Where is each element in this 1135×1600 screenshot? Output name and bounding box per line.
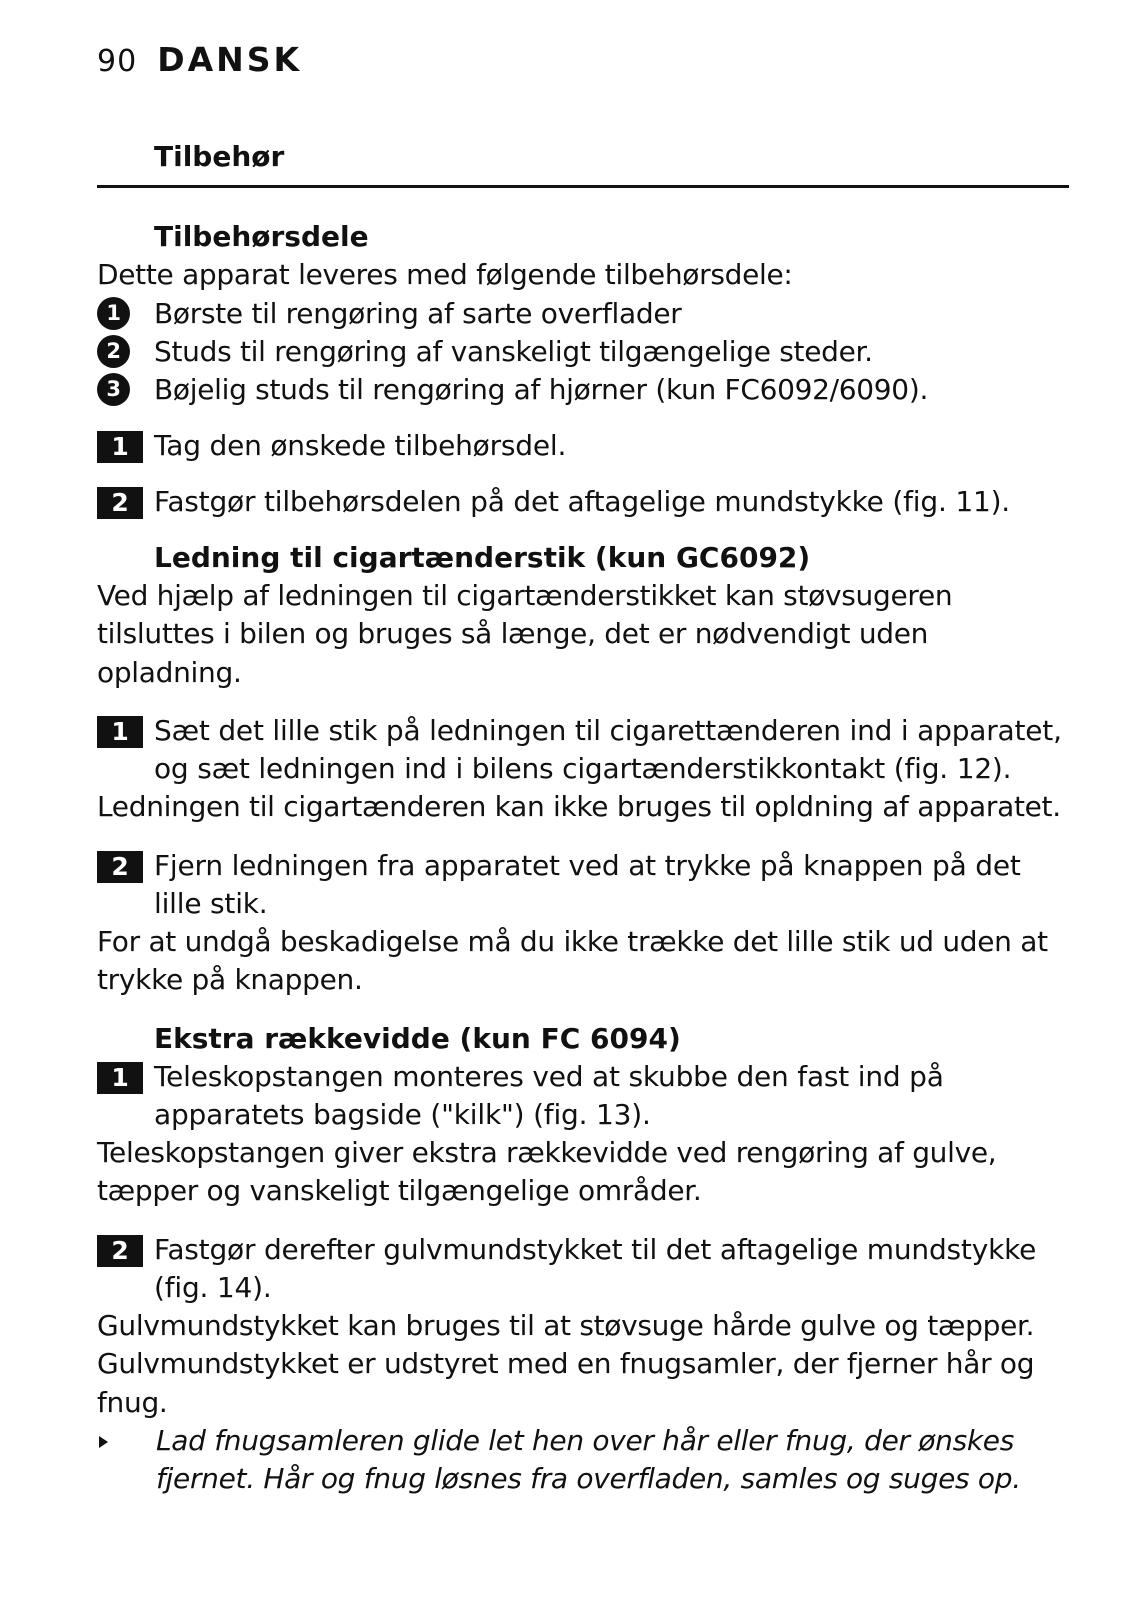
accessory-item <box>97 371 1069 409</box>
language-heading: DANSK <box>157 40 303 79</box>
circled-number-marker: 2 <box>97 335 130 368</box>
step <box>97 1231 1069 1307</box>
page-header <box>97 40 302 84</box>
accessory-item-text: Bøjelig studs til rengøring af hjørner (kun FC6092/6090). <box>154 372 929 406</box>
note-text: For at undgå beskadigelse må du ikke trække det lille stik ud uden at trykke på knappen. <box>97 924 1048 996</box>
step-number-badge: 1 <box>97 431 143 463</box>
step <box>97 483 1069 521</box>
step-number-badge: 1 <box>97 1062 143 1094</box>
accessory-item-text: Studs til rengøring af vanskeligt tilgængelige steder. <box>154 334 873 368</box>
step <box>97 427 1069 465</box>
tip-text: Lad fnugsamleren glide let hen over hår eller fnug, der ønskes fjernet. Hår og fnug løsnes fra overfladen, samles og suges op. <box>156 1424 1021 1495</box>
step-text: Fjern ledningen fra apparatet ved at trykke på knappen på det lille stik. <box>154 848 1021 920</box>
step-number-badge: 1 <box>97 716 143 748</box>
step-text: Teleskopstangen monteres ved at skubbe den fast ind på apparatets bagside ("kilk") (fig. 13). <box>154 1059 944 1131</box>
step-number-badge: 2 <box>97 1235 143 1267</box>
step-text: Fastgør tilbehørsdelen på det aftagelige mundstykke (fig. 11). <box>154 484 1010 518</box>
step-text: Sæt det lille stik på ledningen til cigarettænderen ind i apparatet, og sæt ledningen ind i bilens cigartænderstikkontakt (fig. 12). <box>154 714 1062 785</box>
step <box>97 712 1069 788</box>
accessory-item <box>97 333 1069 371</box>
content <box>97 218 1069 1498</box>
accessories-heading: Tilbehørsdele <box>154 220 369 253</box>
note-text: Ledningen til cigartænderen kan ikke bruges til opldning af apparatet. <box>97 790 1061 823</box>
extra-reach-heading: Ekstra rækkevidde (kun FC 6094) <box>154 1021 681 1055</box>
circled-number-marker: 1 <box>97 297 130 330</box>
section-divider <box>97 185 1069 188</box>
accessory-item-text: Børste til rengøring af sarte overflader <box>154 296 682 330</box>
cigar-lighter-intro: Ved hjælp af ledningen til cigartænderstikket kan støvsugeren tilsluttes i bilen og bruges så længe, det er nødvendigt uden opladning. <box>97 578 953 689</box>
step-text: Tag den ønskede tilbehørsdel. <box>154 428 567 462</box>
section-title: Tilbehør <box>154 140 285 173</box>
accessories-intro: Dette apparat leveres med følgende tilbehørsdele: <box>97 258 793 291</box>
step-number-badge: 2 <box>97 487 143 519</box>
step-number-badge: 2 <box>97 851 143 883</box>
step <box>97 847 1069 923</box>
triangle-bullet-icon <box>99 1436 108 1448</box>
step <box>97 1058 1069 1134</box>
note-text: Teleskopstangen giver ekstra rækkevidde ved rengøring af gulve, tæpper og vanskeligt tilgængelige områder. <box>97 1135 997 1207</box>
cigar-lighter-heading: Ledning til cigartænderstik (kun GC6092) <box>154 540 811 574</box>
accessory-item <box>97 295 1069 333</box>
tip-bullet <box>97 1422 1069 1498</box>
step-text: Fastgør derefter gulvmundstykket til det aftagelige mundstykke (fig. 14). <box>154 1232 1037 1304</box>
page-number: 90 <box>97 44 138 79</box>
manual-page <box>97 0 1067 1600</box>
note-text: Gulvmundstykket kan bruges til at støvsuge hårde gulve og tæpper. Gulvmundstykket er udstyret med en fnugsamler, der fjerner hår og fnug. <box>97 1308 1035 1419</box>
circled-number-marker: 3 <box>97 373 130 406</box>
